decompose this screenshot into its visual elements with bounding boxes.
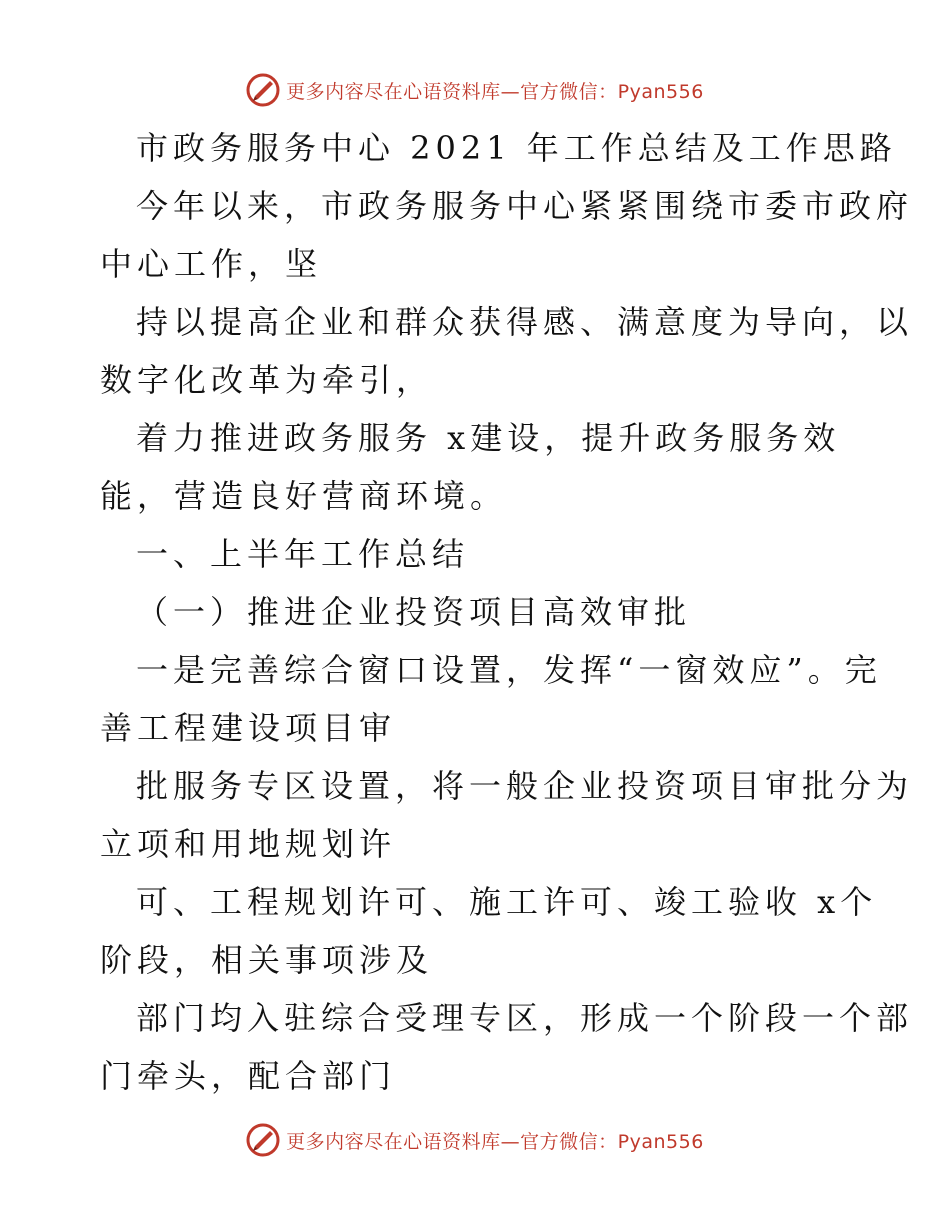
header-banner-text: 更多内容尽在心语资料库—官方微信：Pyan556 [286, 80, 704, 103]
doc-title: 市政务服务中心 2021 年工作总结及工作思路 [136, 129, 897, 167]
header-banner [0, 70, 950, 110]
paragraph-line: 数字化改革为牵引， [100, 361, 434, 399]
paragraph-line: 一是完善综合窗口设置，发挥“一窗效应”。完 [136, 651, 882, 689]
brand-logo-icon [246, 1123, 280, 1157]
paragraph-line: 批服务专区设置，将一般企业投资项目审批分为 [136, 767, 914, 805]
paragraph-line: 今年以来，市政务服务中心紧紧围绕市委市政府 [136, 187, 914, 225]
paragraph-line: 门牵头，配合部门 [100, 1057, 397, 1095]
paragraph-line: 中心工作，坚 [100, 245, 323, 283]
footer-banner-text: 更多内容尽在心语资料库—官方微信：Pyan556 [286, 1130, 704, 1153]
paragraph-line: 能，营造良好营商环境。 [100, 477, 508, 515]
paragraph-line: 立项和用地规划许 [100, 825, 397, 863]
brand-logo-icon [246, 73, 280, 107]
section-heading: 一、上半年工作总结 [136, 535, 470, 573]
subsection-heading: （一）推进企业投资项目高效审批 [136, 593, 692, 631]
paragraph-line: 着力推进政务服务 x建设，提升政务服务效 [136, 419, 841, 457]
paragraph-line: 善工程建设项目审 [100, 709, 397, 747]
paragraph-line: 可、工程规划许可、施工许可、竣工验收 x个 [136, 883, 878, 921]
paragraph-line: 部门均入驻综合受理专区，形成一个阶段一个部 [136, 999, 914, 1037]
footer-banner [0, 1120, 950, 1160]
paragraph-line: 持以提高企业和群众获得感、满意度为导向，以 [136, 303, 914, 341]
paragraph-line: 阶段，相关事项涉及 [100, 941, 434, 979]
